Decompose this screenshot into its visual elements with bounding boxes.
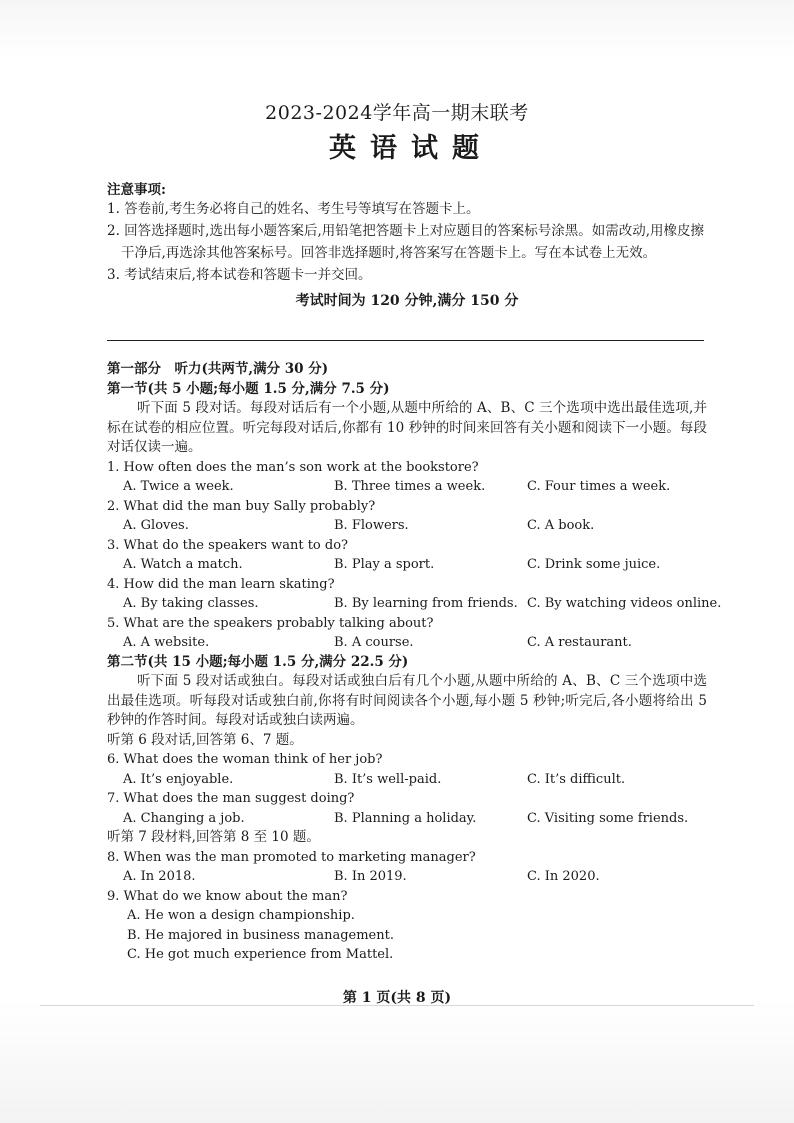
part1-listening	[107, 360, 722, 965]
option-b: B. Flowers.	[334, 518, 409, 533]
question-text: 7. What does the man suggest doing?	[107, 791, 355, 806]
section1-instructions: 听下面 5 段对话。每段对话后有一个小题,从题中所给的 A、B、C 三个选项中选出最佳选项,并标在试卷的相应位置。听完每段对话后,你都有 10 秒钟的时间来回答有关小题和阅读下一小题。每段对话仅读一遍。	[107, 400, 707, 455]
question-text: 5. What are the speakers probably talking about?	[107, 615, 434, 631]
option-b: B. Planning a holiday.	[334, 810, 477, 826]
question-options	[107, 516, 707, 536]
option-b: B. He majored in business management.	[127, 927, 394, 943]
question-options	[107, 770, 707, 790]
option-c: C. Drink some juice.	[527, 557, 661, 572]
option-b: B. By learning from friends.	[334, 596, 518, 611]
question-text: 8. When was the man promoted to marketing manager?	[107, 849, 476, 865]
dialog6-intro: 听第 6 段对话,回答第 6、7 题。	[107, 731, 303, 748]
time-info: 考试时间为 120 分钟,满分 150 分	[295, 293, 519, 309]
option-c: C. Visiting some friends.	[527, 810, 689, 826]
question-text: 4. How did the man learn skating?	[107, 576, 335, 592]
subject-title: 英语试题	[329, 133, 493, 164]
option-a: A. He won a design championship.	[127, 908, 355, 923]
option-c: C. A book.	[527, 518, 595, 533]
part1-title: 第一部分 听力(共两节,满分 30 分)	[107, 361, 329, 377]
note-item: 3. 考试结束后,将本试卷和答题卡一并交回。	[107, 267, 372, 283]
question-options	[107, 633, 707, 653]
option-b: B. It’s well-paid.	[334, 771, 442, 787]
option-b: B. In 2019.	[334, 869, 407, 884]
notes-title: 注意事项:	[107, 182, 166, 198]
option-b: B. Three times a week.	[334, 479, 486, 494]
material7-intro: 听第 7 段材料,回答第 8 至 10 题。	[107, 829, 320, 845]
page-number: 第 1 页(共 8 页)	[342, 990, 452, 1006]
question-text: 6. What does the woman think of her job?	[107, 752, 383, 767]
question-options	[107, 477, 707, 497]
option-a: A. It’s enjoyable.	[123, 771, 234, 787]
option-b: B. A course.	[334, 635, 414, 650]
option-c: C. A restaurant.	[527, 635, 632, 650]
option-c: C. Four times a week.	[527, 479, 671, 494]
option-a: A. In 2018.	[123, 869, 196, 884]
question-text: 1. How often does the man’s son work at the bookstore?	[107, 459, 479, 475]
divider-line	[107, 340, 704, 341]
option-b: B. Play a sport.	[334, 557, 435, 572]
footer-divider	[40, 1005, 754, 1006]
exam-title: 2023-2024学年高一期末联考	[265, 102, 529, 124]
question-options	[107, 867, 707, 887]
section2-instructions: 听下面 5 段对话或独白。每段对话或独白后有几个小题,从题中所给的 A、B、C 三个选项中选出最佳选项。听每段对话或独白前,你将有时间阅读各个小题,每小题 5 秒钟;听完后,各小题将给出 5 秒钟的作答时间。每段对话或独白读两遍。	[107, 673, 707, 728]
option-a: A. A website.	[123, 635, 210, 650]
option-c: C. By watching videos online.	[527, 596, 722, 611]
question-text: 9. What do we know about the man?	[107, 888, 348, 904]
question-text: 3. What do the speakers want to do?	[107, 537, 349, 553]
option-c: C. It’s difficult.	[527, 771, 626, 787]
section2-title: 第二节(共 15 小题;每小题 1.5 分,满分 22.5 分)	[107, 653, 409, 670]
option-a: A. Twice a week.	[123, 479, 234, 494]
option-a: A. Gloves.	[123, 518, 189, 533]
option-a: A. By taking classes.	[123, 596, 259, 611]
question-options	[107, 555, 707, 575]
notes-section	[107, 178, 707, 310]
option-c: C. In 2020.	[527, 869, 600, 884]
question-options	[107, 594, 722, 614]
note-item: 2. 回答选择题时,选出每小题答案后,用铅笔把答题卡上对应题目的答案标号涂黑。如需改动,用橡皮擦干净后,再选涂其他答案标号。回答非选择题时,将答案写在答题卡上。写在本试卷上无效。	[107, 223, 705, 261]
section1-title: 第一节(共 5 小题;每小题 1.5 分,满分 7.5 分)	[107, 380, 390, 397]
question-options	[107, 809, 707, 829]
option-a: A. Watch a match.	[123, 557, 243, 572]
option-c: C. He got much experience from Mattel.	[127, 947, 394, 962]
question-text: 2. What did the man buy Sally probably?	[107, 498, 376, 514]
option-a: A. Changing a job.	[123, 810, 245, 826]
note-item: 1. 答卷前,考生务必将自己的姓名、考生号等填写在答题卡上。	[107, 201, 480, 217]
